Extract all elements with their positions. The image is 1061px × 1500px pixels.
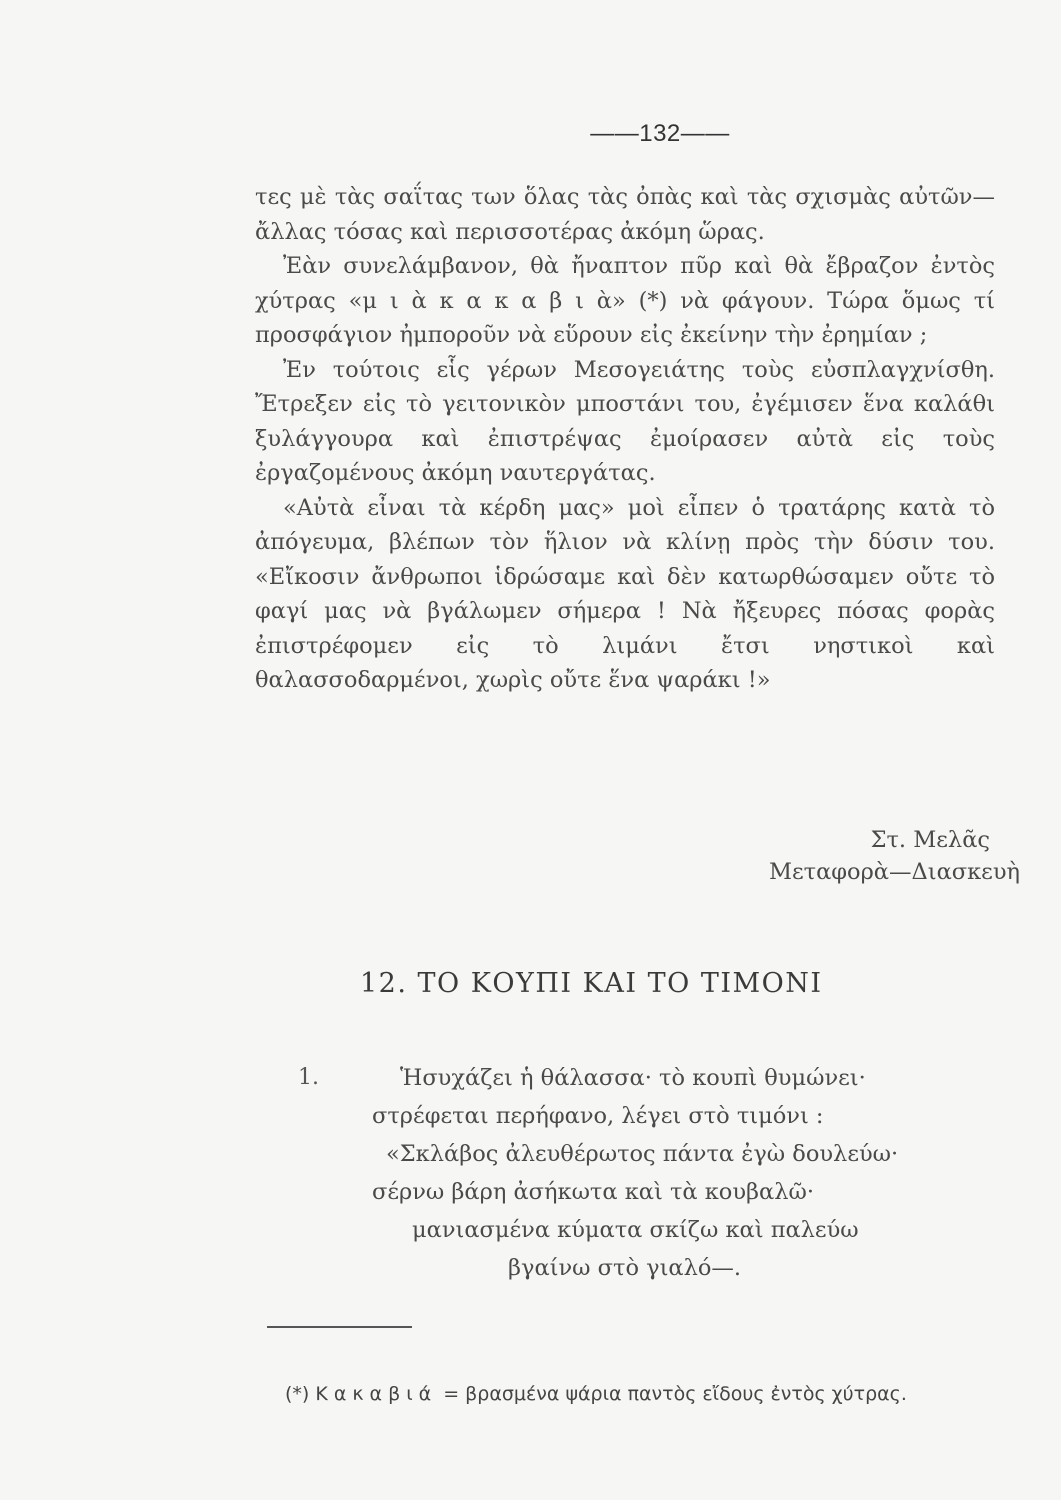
signature-note: Μεταφορὰ—Διασκευὴ <box>768 859 1020 885</box>
footnote-term: Κακαβιά <box>315 1383 438 1405</box>
poem-line: βγαίνω στὸ γιαλό—. <box>508 1255 742 1281</box>
footnote <box>285 1383 1045 1405</box>
section-heading: 12. ΤΟ ΚΟΥΠΙ ΚΑΙ ΤΟ ΤΙΜΟΝΙ <box>360 968 823 999</box>
stanza-number: 1. <box>298 1065 319 1090</box>
paragraph: Ἐν τούτοις εἷς γέρων Μεσογειάτης τοὺς εὐσπλαγχνίσθη. Ἔτρεξεν εἰς τὸ γειτονικὸν μποστάνι του, ἐγέμισεν ἕνα καλάθι ξυλάγγουρα καὶ ἐπιστρέψας ἐμοίρασεν αὐτὰ εἰς τοὺς ἐργαζομένους ἀκόμη ναυτεργάτας. <box>255 356 995 486</box>
paragraph: Ἐὰν συνελάμβανον, θὰ ἤναπτον πῦρ καὶ θὰ ἔβραζον ἐντὸς χύτρας «μ ι ὰ κ α κ α β ι ὰ» (*) νὰ φάγουν. Τώρα ὅμως τί προσφάγιον ἠμποροῦν νὰ εὕρουν εἰς ἐκείνην τὴν ἐρημίαν ; <box>255 253 995 348</box>
footnote-definition: = βρασμένα ψάρια παντὸς εἴδους ἐντὸς χύτρας. <box>443 1383 907 1405</box>
footnote-marker: (*) <box>285 1383 310 1405</box>
paragraph: «Αὐτὰ εἶναι τὰ κέρδη μας» μοὶ εἶπεν ὁ τρατάρης κατὰ τὸ ἀπόγευμα, βλέπων τὸν ἥλιον νὰ κλίνῃ πρὸς τὴν δύσιν του. «Εἴκοσιν ἄνθρωποι ἱδρώσαμε καὶ δὲν κατωρθώσαμεν οὔτε τὸ φαγί μας νὰ βγάλωμεν σήμερα ! Νὰ ἤξευρες πόσας φορὰς ἐπιστρέφομεν εἰς τὸ λιμάνι ἔτσι νηστικοὶ καὶ θαλασσοδαρμένοι, χωρὶς οὔτε ἕνα ψαράκι !» <box>255 494 995 693</box>
main-text <box>255 180 995 698</box>
page-number: ——132—— <box>590 120 730 147</box>
poem-line: μανιασμένα κύματα σκίζω καὶ παλεύω <box>412 1217 859 1243</box>
poem-line: στρέφεται περήφανο, λέγει στὸ τιμόνι : <box>372 1103 824 1129</box>
poem-line: Ἡσυχάζει ἡ θάλασσα· τὸ κουπὶ θυμώνει· <box>400 1065 866 1091</box>
footnote-divider <box>267 1326 412 1328</box>
poem-line: «Σκλάβος ἀλευθέρωτος πάντα ἐγὼ δουλεύω· <box>386 1141 899 1167</box>
poem-line: σέρνω βάρη ἀσήκωτα καὶ τὰ κουβαλῶ· <box>372 1179 814 1205</box>
signature-author: Στ. Μελᾶς <box>870 827 990 853</box>
paragraph: τες μὲ τὰς σαΐτας των ὅλας τὰς ὀπὰς καὶ τὰς σχισμὰς αὐτῶν—ἄλλας τόσας καὶ περισσοτέρας ἀκόμη ὥρας. <box>255 184 995 245</box>
